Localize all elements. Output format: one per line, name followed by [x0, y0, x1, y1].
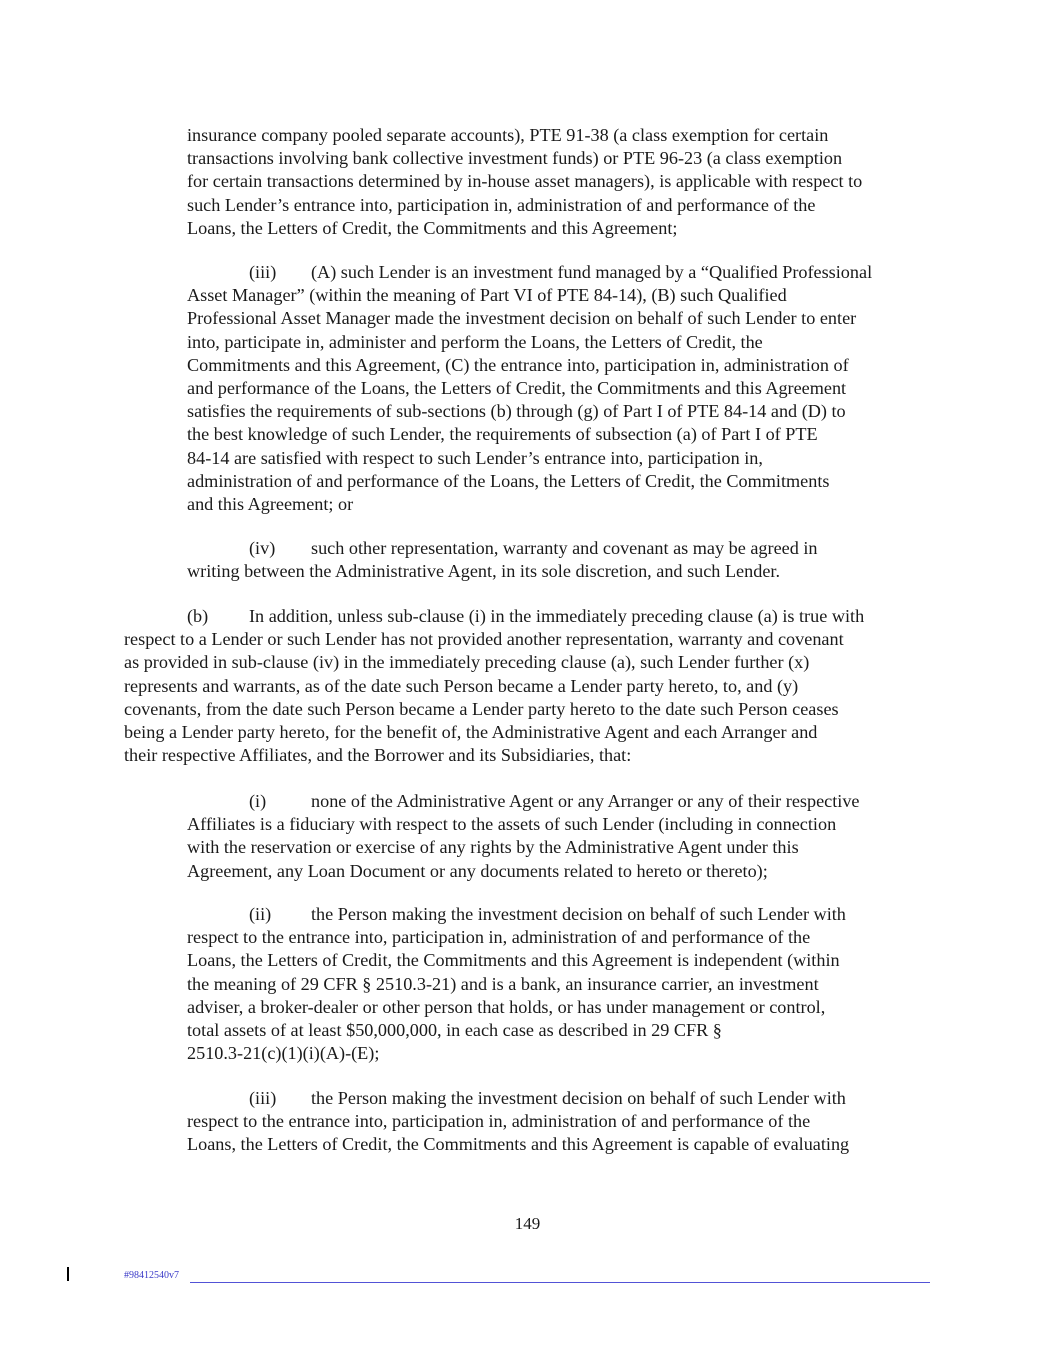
text-line: the best knowledge of such Lender, the requirements of subsection (a) of Part I of PTE — [187, 424, 818, 445]
text-line: 2510.3-21(c)(1)(i)(A)-(E); — [187, 1043, 380, 1064]
text-line: with the reservation or exercise of any rights by the Administrative Agent under this — [187, 837, 799, 858]
text-line: Loans, the Letters of Credit, the Commitments and this Agreement; — [187, 217, 678, 238]
text-line: total assets of at least $50,000,000, in each case as described in 29 CFR § — [187, 1020, 722, 1041]
text-line: Affiliates is a fiduciary with respect to the assets of such Lender (including in connection — [187, 814, 837, 835]
clause-number: (iii) — [249, 1088, 277, 1108]
text-line: and performance of the Loans, the Letters of Credit, the Commitments and this Agreement — [187, 378, 847, 399]
revision-change-bar — [67, 1267, 69, 1281]
clause-first-line — [124, 605, 947, 628]
text-line: being a Lender party hereto, for the benefit of, the Administrative Agent and each Arranger and — [124, 722, 818, 743]
text-line: Commitments and this Agreement, (C) the entrance into, participation in, administration of — [187, 354, 849, 375]
clause-text: none of the Administrative Agent or any Arranger or any of their respective — [311, 791, 860, 811]
page-number: 149 — [514, 1214, 541, 1233]
text-line: respect to a Lender or such Lender has not provided another representation, warranty and covenant — [124, 629, 844, 650]
text-line: into, participate in, administer and perform the Loans, the Letters of Credit, the — [187, 331, 763, 352]
text-line: writing between the Administrative Agent, in its sole discretion, and such Lender. — [187, 561, 780, 582]
clause-a-iv — [187, 537, 947, 583]
clause-first-line — [187, 790, 947, 813]
footer-rule — [190, 1282, 930, 1283]
clause-b-iii — [187, 1087, 947, 1157]
text-line: Professional Asset Manager made the investment decision on behalf of such Lender to enter — [187, 308, 857, 329]
text-line: transactions involving bank collective investment funds) or PTE 96-23 (a class exemption — [187, 148, 843, 169]
clause-first-line — [187, 537, 947, 560]
document-id: #98412540v7 — [124, 1270, 179, 1281]
paragraph-continuation — [187, 124, 947, 240]
text-line: Agreement, any Loan Document or any documents related to hereto or thereto); — [187, 860, 768, 881]
text-line: Asset Manager” (within the meaning of Part VI of PTE 84-14), (B) such Qualified — [187, 285, 787, 306]
text-line: represents and warrants, as of the date such Person became a Lender party hereto, to, and (y) — [124, 675, 799, 696]
clause-b-ii — [187, 903, 947, 1065]
clause-first-line — [187, 903, 947, 926]
text-line: administration of and performance of the Loans, the Letters of Credit, the Commitments — [187, 470, 830, 491]
clause-first-line — [187, 1087, 947, 1110]
text-line: covenants, from the date such Person became a Lender party hereto to the date such Person ceases — [124, 698, 839, 719]
clause-number: (iii) — [249, 262, 277, 282]
text-line: the meaning of 29 CFR § 2510.3-21) and is a bank, an insurance carrier, an investment — [187, 973, 819, 994]
text-line: insurance company pooled separate accounts), PTE 91-38 (a class exemption for certain — [187, 125, 829, 145]
text-line: satisfies the requirements of sub-sections (b) through (g) of Part I of PTE 84-14 and (D) to — [187, 401, 846, 422]
text-line: their respective Affiliates, and the Borrower and its Subsidiaries, that: — [124, 745, 632, 766]
clause-text: such other representation, warranty and covenant as may be agreed in — [311, 538, 818, 558]
clause-number: (i) — [249, 791, 267, 811]
clause-text: the Person making the investment decision on behalf of such Lender with — [311, 904, 846, 924]
text-line: Loans, the Letters of Credit, the Commitments and this Agreement is independent (within — [187, 950, 840, 971]
clause-text: In addition, unless sub-clause (i) in the immediately preceding clause (a) is true with — [249, 606, 865, 626]
text-line: Loans, the Letters of Credit, the Commitments and this Agreement is capable of evaluating — [187, 1134, 850, 1155]
clause-text: the Person making the investment decision on behalf of such Lender with — [311, 1088, 846, 1108]
text-line: such Lender’s entrance into, participation in, administration of and performance of the — [187, 194, 816, 215]
clause-a-iii — [187, 261, 947, 516]
text-line: for certain transactions determined by in-house asset managers), is applicable with respect to — [187, 171, 863, 192]
clause-number: (iv) — [249, 538, 276, 558]
clause-number: (ii) — [249, 904, 272, 924]
text-line: 84-14 are satisfied with respect to such Lender’s entrance into, participation in, — [187, 447, 763, 468]
text-line: and this Agreement; or — [187, 494, 354, 515]
clause-text: (A) such Lender is an investment fund managed by a “Qualified Professional — [311, 262, 873, 282]
text-line: as provided in sub-clause (iv) in the immediately preceding clause (a), such Lender further (x) — [124, 652, 810, 673]
clause-b-i — [187, 790, 947, 883]
text-line: respect to the entrance into, participation in, administration of and performance of the — [187, 1111, 811, 1132]
text-line: respect to the entrance into, participation in, administration of and performance of the — [187, 927, 811, 948]
clause-first-line — [187, 261, 947, 284]
clause-number: (b) — [187, 606, 209, 626]
section-b — [124, 605, 947, 767]
text-line: adviser, a broker-dealer or other person that holds, or has under management or control, — [187, 996, 826, 1017]
